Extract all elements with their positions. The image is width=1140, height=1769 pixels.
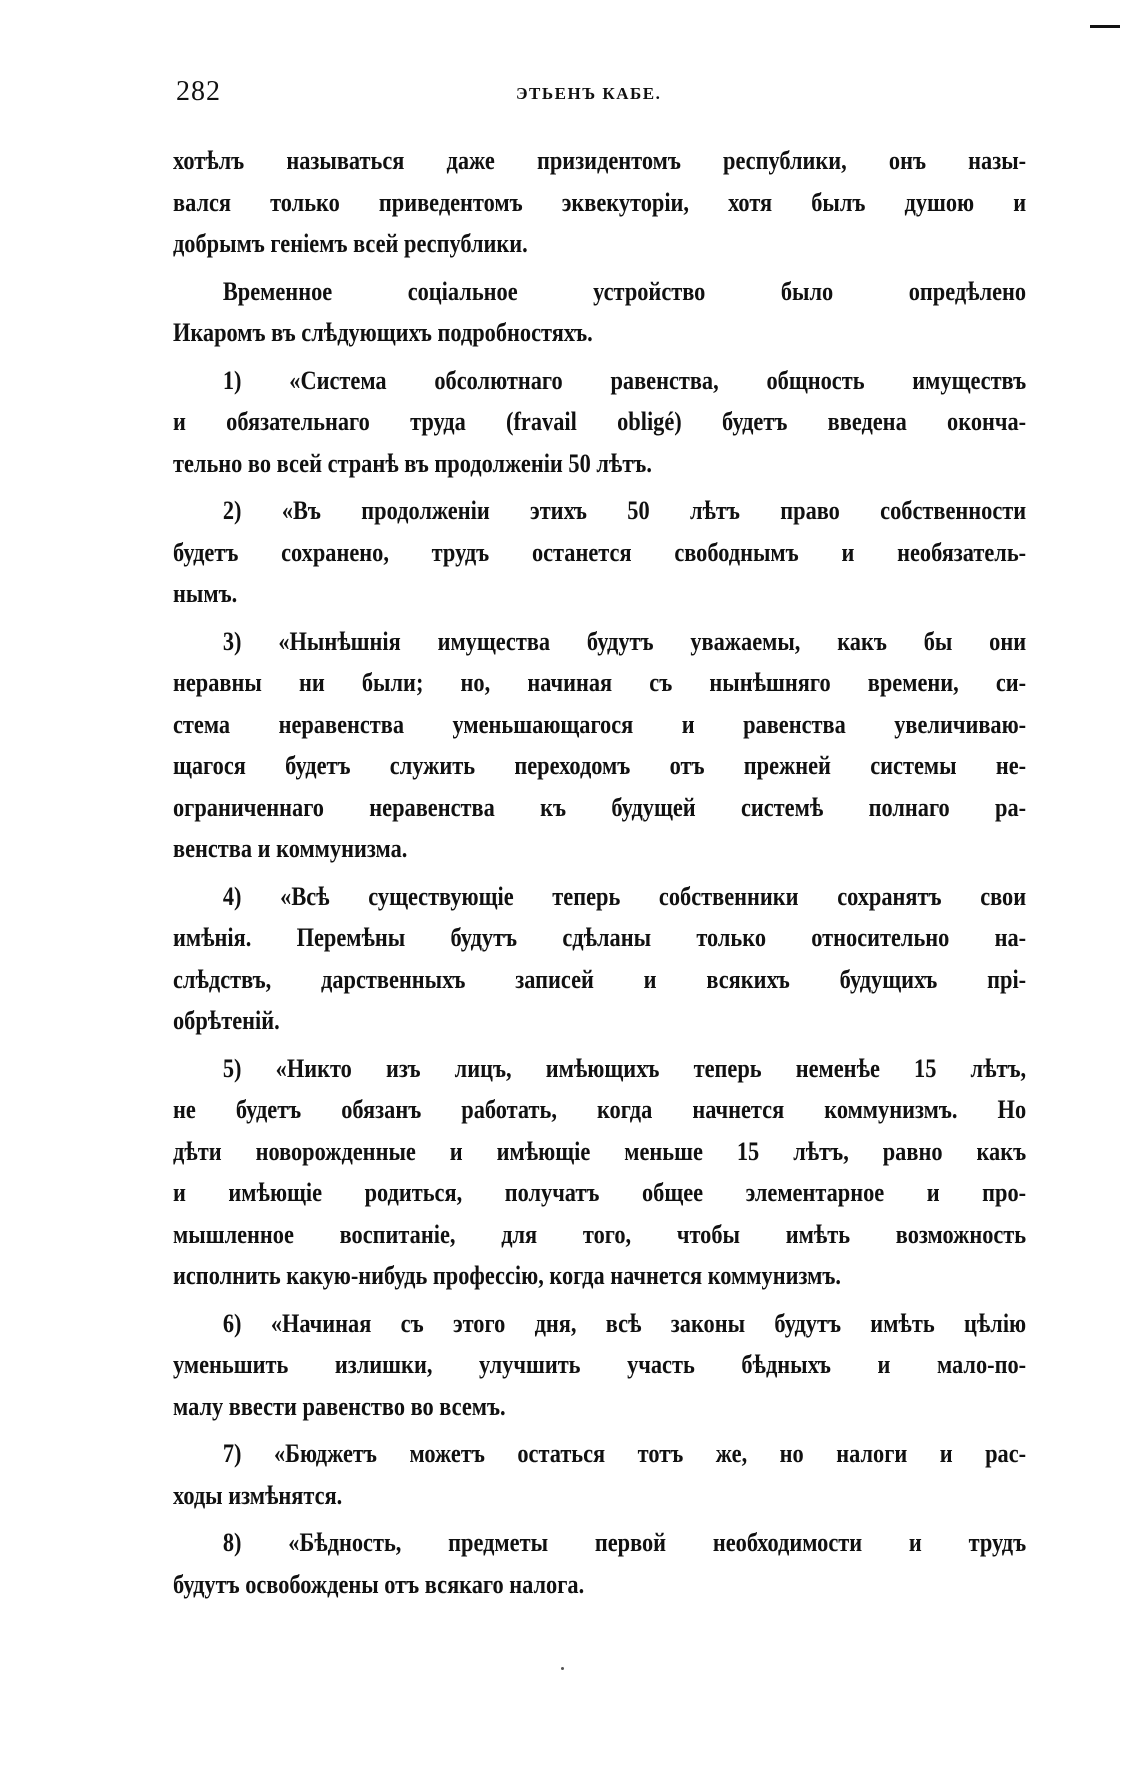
text-line: и имѣющіе родиться, получатъ общее элементарное и про- xyxy=(173,1178,1027,1207)
page-number: 282 xyxy=(176,76,221,107)
text-line: обрѣтеній. xyxy=(173,1006,280,1035)
text-line: стема неравенства уменьшающагося и равенства увеличиваю- xyxy=(173,709,1027,739)
paragraph xyxy=(173,621,1026,870)
text-line: щагося будетъ служить переходомъ отъ прежней системы не- xyxy=(173,751,1027,780)
text-line: малу ввести равенство во всемъ. xyxy=(173,1391,506,1421)
text-line: будутъ освобождены отъ всякаго налога. xyxy=(173,1569,585,1599)
text-line: Временное соціальное устройство было опредѣлено xyxy=(222,276,1027,306)
paragraph xyxy=(173,1433,1026,1516)
running-title: ЭТЬЕНЪ КАБЕ. xyxy=(516,84,662,103)
text-line: хотѣлъ называться даже призидентомъ республики, онъ назы- xyxy=(173,146,1027,175)
text-line: неравны ни были; но, начиная съ нынѣшняго времени, си- xyxy=(173,668,1027,697)
text-line: ходы измѣнятся. xyxy=(173,1480,343,1510)
text-line: 2) «Въ продолженіи этихъ 50 лѣтъ право собственности xyxy=(222,496,1027,525)
paragraph xyxy=(173,360,1026,485)
paragraph xyxy=(173,1048,1026,1297)
text-line: исполнить какую-нибудь профессію, когда начнется коммунизмъ. xyxy=(173,1261,842,1290)
text-line: дѣти новорожденные и имѣющіе меньше 15 лѣтъ, равно какъ xyxy=(173,1136,1027,1166)
text-line: тельно во всей странѣ въ продолженіи 50 лѣтъ. xyxy=(173,448,652,478)
text-line: добрымъ геніемъ всей республики. xyxy=(173,229,528,258)
text-line: будетъ сохранено, трудъ останется свободнымъ и необязатель- xyxy=(173,537,1027,567)
page-header xyxy=(176,72,1026,116)
text-line: 6) «Начиная съ этого дня, всѣ законы будутъ имѣть цѣлію xyxy=(222,1308,1027,1338)
text-line: 1) «Система обсолютнаго равенства, общность имуществъ xyxy=(222,365,1027,395)
text-line: слѣдствъ, дарственныхъ записей и всякихъ будущихъ прі- xyxy=(173,964,1027,994)
text-line: уменьшить излишки, улучшить участь бѣдныхъ и мало-по- xyxy=(173,1350,1027,1379)
text-line: имѣнія. Перемѣны будутъ сдѣланы только относительно на- xyxy=(173,923,1027,952)
text-line: не будетъ обязанъ работать, когда начнется коммунизмъ. Но xyxy=(173,1095,1027,1124)
page-edge-mark xyxy=(1090,25,1120,28)
paragraph xyxy=(173,1303,1026,1428)
text-line: венства и коммунизма. xyxy=(173,834,408,863)
paragraph xyxy=(173,271,1026,354)
text-line: 4) «Всѣ существующіе теперь собственники сохранятъ свои xyxy=(222,881,1027,911)
print-speck xyxy=(561,1667,564,1670)
text-line: 3) «Нынѣшнія имущества будутъ уважаемы, какъ бы они xyxy=(222,626,1027,656)
paragraph xyxy=(173,1522,1026,1605)
text-line: мышленное воспитаніе, для того, чтобы имѣть возможность xyxy=(173,1219,1027,1249)
paragraph xyxy=(173,876,1026,1042)
paragraph xyxy=(173,490,1026,615)
text-line: 5) «Никто изъ лицъ, имѣющихъ теперь неменѣе 15 лѣтъ, xyxy=(222,1053,1027,1083)
page-body xyxy=(173,140,1026,1611)
text-line: 7) «Бюджетъ можетъ остаться тотъ же, но налоги и рас- xyxy=(222,1439,1027,1468)
paragraph xyxy=(173,140,1026,265)
text-line: 8) «Бѣдность, предметы первой необходимости и трудъ xyxy=(222,1528,1027,1557)
text-line: ограниченнаго неравенства къ будущей системѣ полнаго ра- xyxy=(173,792,1027,822)
text-line: Икаромъ въ слѣдующихъ подробностяхъ. xyxy=(173,318,593,347)
text-line: и обязательнаго труда (fravail obligé) будетъ введена оконча- xyxy=(173,407,1027,436)
text-line: вался только приведентомъ эквекуторіи, хотя былъ душою и xyxy=(173,187,1027,217)
text-line: нымъ. xyxy=(173,579,238,608)
